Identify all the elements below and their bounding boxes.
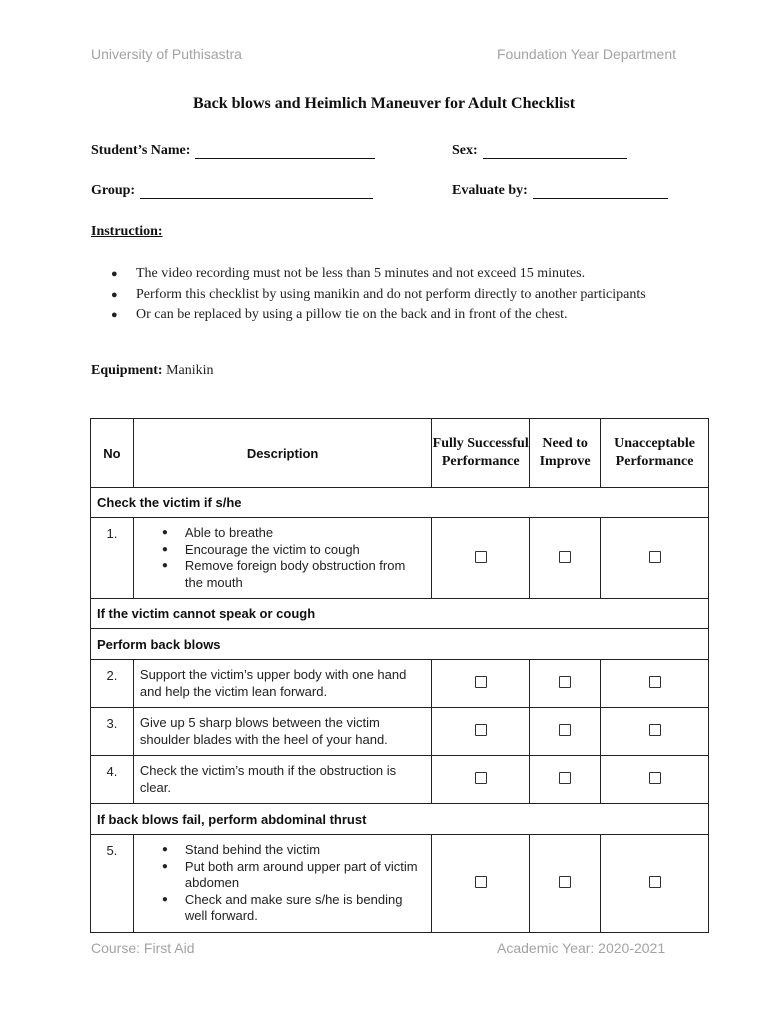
row-number: 2. xyxy=(91,660,134,708)
section-label: If back blows fail, perform abdominal thrust xyxy=(91,804,709,835)
evaluate-by-field xyxy=(452,183,668,199)
student-name-label: Student’s Name: xyxy=(91,143,191,158)
instruction-item: ● The video recording must not be less than 5 minutes and not exceed 15 minutes. xyxy=(91,264,651,285)
section-label: Perform back blows xyxy=(91,629,709,660)
row-number: 4. xyxy=(91,756,134,804)
header-university: University of Puthisastra xyxy=(91,46,242,62)
section-label: Check the victim if s/he xyxy=(91,488,709,518)
fully-successful-checkbox[interactable] xyxy=(475,876,487,888)
need-to-improve-checkbox[interactable] xyxy=(559,724,571,736)
header-need-to-improve: Need to Improve xyxy=(530,419,601,488)
row-description: Support the victim’s upper body with one hand and help the victim lean forward. xyxy=(133,660,431,708)
section-label: If the victim cannot speak or cough xyxy=(91,599,709,629)
sex-field xyxy=(452,143,627,159)
fully-successful-checkbox[interactable] xyxy=(475,551,487,563)
equipment-value: Manikin xyxy=(166,363,214,378)
student-name-field xyxy=(91,143,375,159)
sex-blank[interactable] xyxy=(483,144,627,159)
row-number: 5. xyxy=(91,835,134,933)
unacceptable-checkbox[interactable] xyxy=(649,772,661,784)
description-item: ● Encourage the victim to cough xyxy=(140,542,425,559)
description-item: ● Remove foreign body obstruction from the mouth xyxy=(140,558,425,591)
checklist-table xyxy=(90,418,709,933)
table-row xyxy=(91,835,709,933)
need-to-improve-checkbox[interactable] xyxy=(559,772,571,784)
table-row xyxy=(91,660,709,708)
section-row xyxy=(91,629,709,660)
row-description: Check the victim’s mouth if the obstruction is clear. xyxy=(133,756,431,804)
description-item: ● Able to breathe xyxy=(140,525,425,542)
student-name-blank[interactable] xyxy=(195,144,375,159)
header-no: No xyxy=(91,419,134,488)
fully-successful-checkbox[interactable] xyxy=(475,772,487,784)
section-row xyxy=(91,599,709,629)
header-unacceptable: Unacceptable Performance xyxy=(601,419,709,488)
row-description xyxy=(133,835,431,933)
group-blank[interactable] xyxy=(140,184,373,199)
description-item: ● Check and make sure s/he is bending well forward. xyxy=(140,892,425,925)
section-row xyxy=(91,804,709,835)
footer-academic-year: Academic Year: 2020-2021 xyxy=(497,940,666,956)
description-item: ● Stand behind the victim xyxy=(140,842,425,859)
page-title: Back blows and Heimlich Maneuver for Adult Checklist xyxy=(192,95,576,112)
table-row xyxy=(91,708,709,756)
instruction-item: ● Or can be replaced by using a pillow tie on the back and in front of the chest. xyxy=(91,305,651,326)
need-to-improve-checkbox[interactable] xyxy=(559,876,571,888)
sex-label: Sex: xyxy=(452,143,478,158)
fully-successful-checkbox[interactable] xyxy=(475,676,487,688)
row-number: 1. xyxy=(91,518,134,599)
row-description xyxy=(133,518,431,599)
header-description: Description xyxy=(133,419,431,488)
evaluate-by-blank[interactable] xyxy=(533,184,668,199)
table-row xyxy=(91,756,709,804)
section-row xyxy=(91,488,709,518)
table-header-row xyxy=(91,419,709,488)
footer-course: Course: First Aid xyxy=(91,940,195,956)
unacceptable-checkbox[interactable] xyxy=(649,876,661,888)
need-to-improve-checkbox[interactable] xyxy=(559,676,571,688)
unacceptable-checkbox[interactable] xyxy=(649,551,661,563)
row-number: 3. xyxy=(91,708,134,756)
unacceptable-checkbox[interactable] xyxy=(649,676,661,688)
group-label: Group: xyxy=(91,183,136,198)
table-row xyxy=(91,518,709,599)
header-department: Foundation Year Department xyxy=(497,46,677,62)
evaluate-by-label: Evaluate by: xyxy=(452,183,528,198)
group-field xyxy=(91,183,373,199)
equipment-line xyxy=(91,363,214,379)
fully-successful-checkbox[interactable] xyxy=(475,724,487,736)
need-to-improve-checkbox[interactable] xyxy=(559,551,571,563)
description-item: ● Put both arm around upper part of victim abdomen xyxy=(140,859,425,892)
equipment-label: Equipment: xyxy=(91,363,163,378)
instruction-label: Instruction: xyxy=(91,224,163,239)
row-description: Give up 5 sharp blows between the victim shoulder blades with the heel of your hand. xyxy=(133,708,431,756)
header-fully-successful: Fully Successful Performance xyxy=(432,419,530,488)
unacceptable-checkbox[interactable] xyxy=(649,724,661,736)
instruction-item: ● Perform this checklist by using manikin and do not perform directly to another participants xyxy=(91,285,651,306)
instruction-list xyxy=(91,264,651,326)
